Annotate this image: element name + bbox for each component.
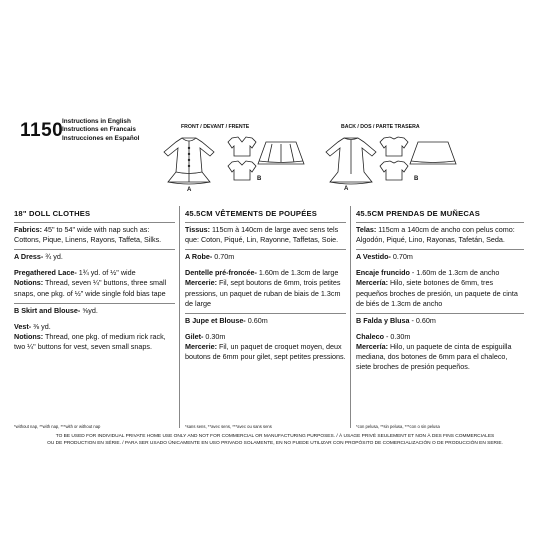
english-view-b [14, 303, 175, 356]
view-a-label: A Robe- [185, 252, 213, 262]
front-caption: FRONT / DEVANT / FRENTE [181, 124, 250, 130]
english-footnote: *without nap, **with nap, ***with or without nap [14, 424, 101, 429]
front-view-a-letter: A [187, 187, 192, 193]
view-b-label: B Jupe et Blouse- [185, 315, 246, 325]
view-a-notions-text: Thread, seven ¼" buttons, three small snaps, one pkg. of ½" wide single fold bias tape [14, 278, 167, 298]
view-a-trim-label: Pregathered Lace- [14, 268, 77, 278]
view-b-label: B Skirt and Blouse- [14, 305, 81, 315]
spanish-heading: 45.5CM PRENDAS DE MUÑECAS [356, 209, 480, 218]
view-b-notions-text: Fil, un paquet de croquet moyen, deux boutons de 6mm pour gilet, sept petites pressions. [185, 341, 346, 362]
french-column [185, 209, 346, 366]
front-view-b-letter: B [257, 176, 262, 182]
view-b-trim-label: Gilet- [185, 331, 204, 341]
spanish-column [356, 209, 524, 376]
view-a-trim-text: 1¾ yd. of ½" wide [76, 268, 136, 278]
legal-line-2: OU DE PRODUCTION EN SÉRIE. / PARA SER USADO ÚNICAMENTE EN USO PRIVADO SOLAMENTE, EN NO PUEDE UTILIZAR CON PROPÓSITO DE COMERCIALIZACIÓN O DE PRODUCCIÓN EN SERIE. [47, 440, 503, 446]
view-b-trim-text: - 0.30m [383, 331, 411, 341]
view-b-trim-text: 0.30m [203, 331, 226, 341]
view-a-amount: 0.70m [212, 252, 235, 262]
view-b-trim-label: Vest- [14, 321, 32, 331]
view-b-notions-label: Mercería: [356, 341, 388, 351]
view-b-notions-label: Notions: [14, 331, 44, 341]
french-heading: 45.5CM VÊTEMENTS DE POUPÉES [185, 209, 317, 218]
french-footnote: *sans sens, **avec sens, ***avec ou sans sens [185, 424, 272, 429]
view-b-label: B Falda y Blusa [356, 315, 410, 325]
instructions-spanish: Instrucciones en Español [62, 134, 140, 142]
front-dress-illustration [160, 132, 230, 187]
view-b-notions-text: Thread, one pkg. of medium rick rack, two ¼" buttons for vest, seven small snaps. [14, 331, 166, 351]
instructions-english: Instructions in English [62, 118, 131, 125]
view-b-notions-text: Hilo, un paquete de cinta de espiguilla mediana, dos botones de 6mm para el chaleco, siete broches de presión pequeños. [356, 341, 512, 372]
view-a-notions-text: Fil, sept boutons de 6mm, trois petites pressions, un paquet de ruban de biais de 1.3cm de large [185, 278, 341, 308]
fabrics-text: 45" to 54" wide with nap such as: Cottons, Pique, Linens, Rayons, Taffeta, Silks. [14, 225, 162, 245]
view-b-amount: 0.60m [245, 315, 268, 325]
view-a-amount: 0.70m [390, 252, 413, 262]
spanish-fabrics [356, 222, 524, 249]
view-b-trim-text: ⅜ yd. [31, 321, 51, 331]
view-a-label: A Vestido- [356, 252, 391, 262]
view-b-amount: - 0.60m [409, 315, 436, 325]
fabrics-label: Fabrics: [14, 225, 42, 235]
back-blouse-skirt-illustration [378, 134, 458, 182]
view-a-trim-label: Dentelle pré-froncée- [185, 268, 257, 278]
view-a-amount: ¾ yd. [43, 252, 63, 262]
view-a-notions-label: Mercerie: [185, 278, 217, 288]
instructions-french: Instructions en Francais [62, 126, 136, 134]
english-fabrics [14, 222, 175, 249]
view-a-trim-label: Encaje fruncido [356, 268, 410, 278]
french-view-b [185, 313, 346, 366]
back-view-a-letter: A [344, 186, 349, 192]
view-a-trim-text: 1.60m de 1.3cm de large [256, 268, 339, 278]
legal-line-1: TO BE USED FOR INDIVIDUAL PRIVATE HOME USE ONLY AND NOT FOR COMMERCIAL OR MANUFACTURING PURPOSES. / À USAGE PRIVÉ SEULEMENT ET NON À DES FINS COMMERCIALES [55, 434, 495, 439]
view-a-notions-label: Notions: [14, 278, 44, 288]
back-caption: BACK / DOS / PARTE TRASERA [341, 124, 420, 130]
column-divider-1 [179, 206, 180, 428]
spanish-view-b [356, 313, 524, 376]
english-column [14, 209, 175, 356]
spanish-footnote: *con pelusa, **sin pelusa, ***con o sin pelusa [356, 424, 440, 429]
french-fabrics [185, 222, 346, 249]
view-b-trim-label: Chaleco [356, 331, 384, 341]
view-a-notions-text: Hilo, siete botones de 6mm, tres pequeños broches de presión, un paquete de cinta de biés de 1.3cm de ancho [356, 278, 518, 308]
legal-notice [0, 434, 550, 447]
front-blouse-skirt-illustration [226, 134, 306, 182]
spanish-view-a [356, 249, 524, 312]
fabrics-label: Telas: [356, 225, 377, 235]
column-divider-2 [350, 206, 351, 428]
view-a-trim-text: - 1.60m de 1.3cm de ancho [409, 268, 500, 278]
pattern-number: 1150 [20, 120, 64, 141]
view-a-notions-label: Mercería: [356, 278, 388, 288]
english-view-a [14, 249, 175, 302]
french-view-a [185, 249, 346, 312]
fabrics-text: 115cm a 140cm de ancho con pelus como: Algodón, Piqué, Lino, Rayonas, Tafetán, Seda. [356, 225, 515, 245]
fabrics-label: Tissus: [185, 225, 211, 235]
fabrics-text: 115cm à 140cm de large avec sens tels que: Coton, Piqué, Lin, Rayonne, Taffetas, Soie. [185, 225, 339, 245]
english-heading: 18" DOLL CLOTHES [14, 209, 91, 218]
instructions-languages [62, 118, 139, 143]
view-a-label: A Dress- [14, 252, 44, 262]
view-b-amount: ⅝yd. [80, 305, 98, 315]
view-b-notions-label: Mercerie: [185, 341, 217, 351]
back-view-b-letter: B [414, 176, 419, 182]
